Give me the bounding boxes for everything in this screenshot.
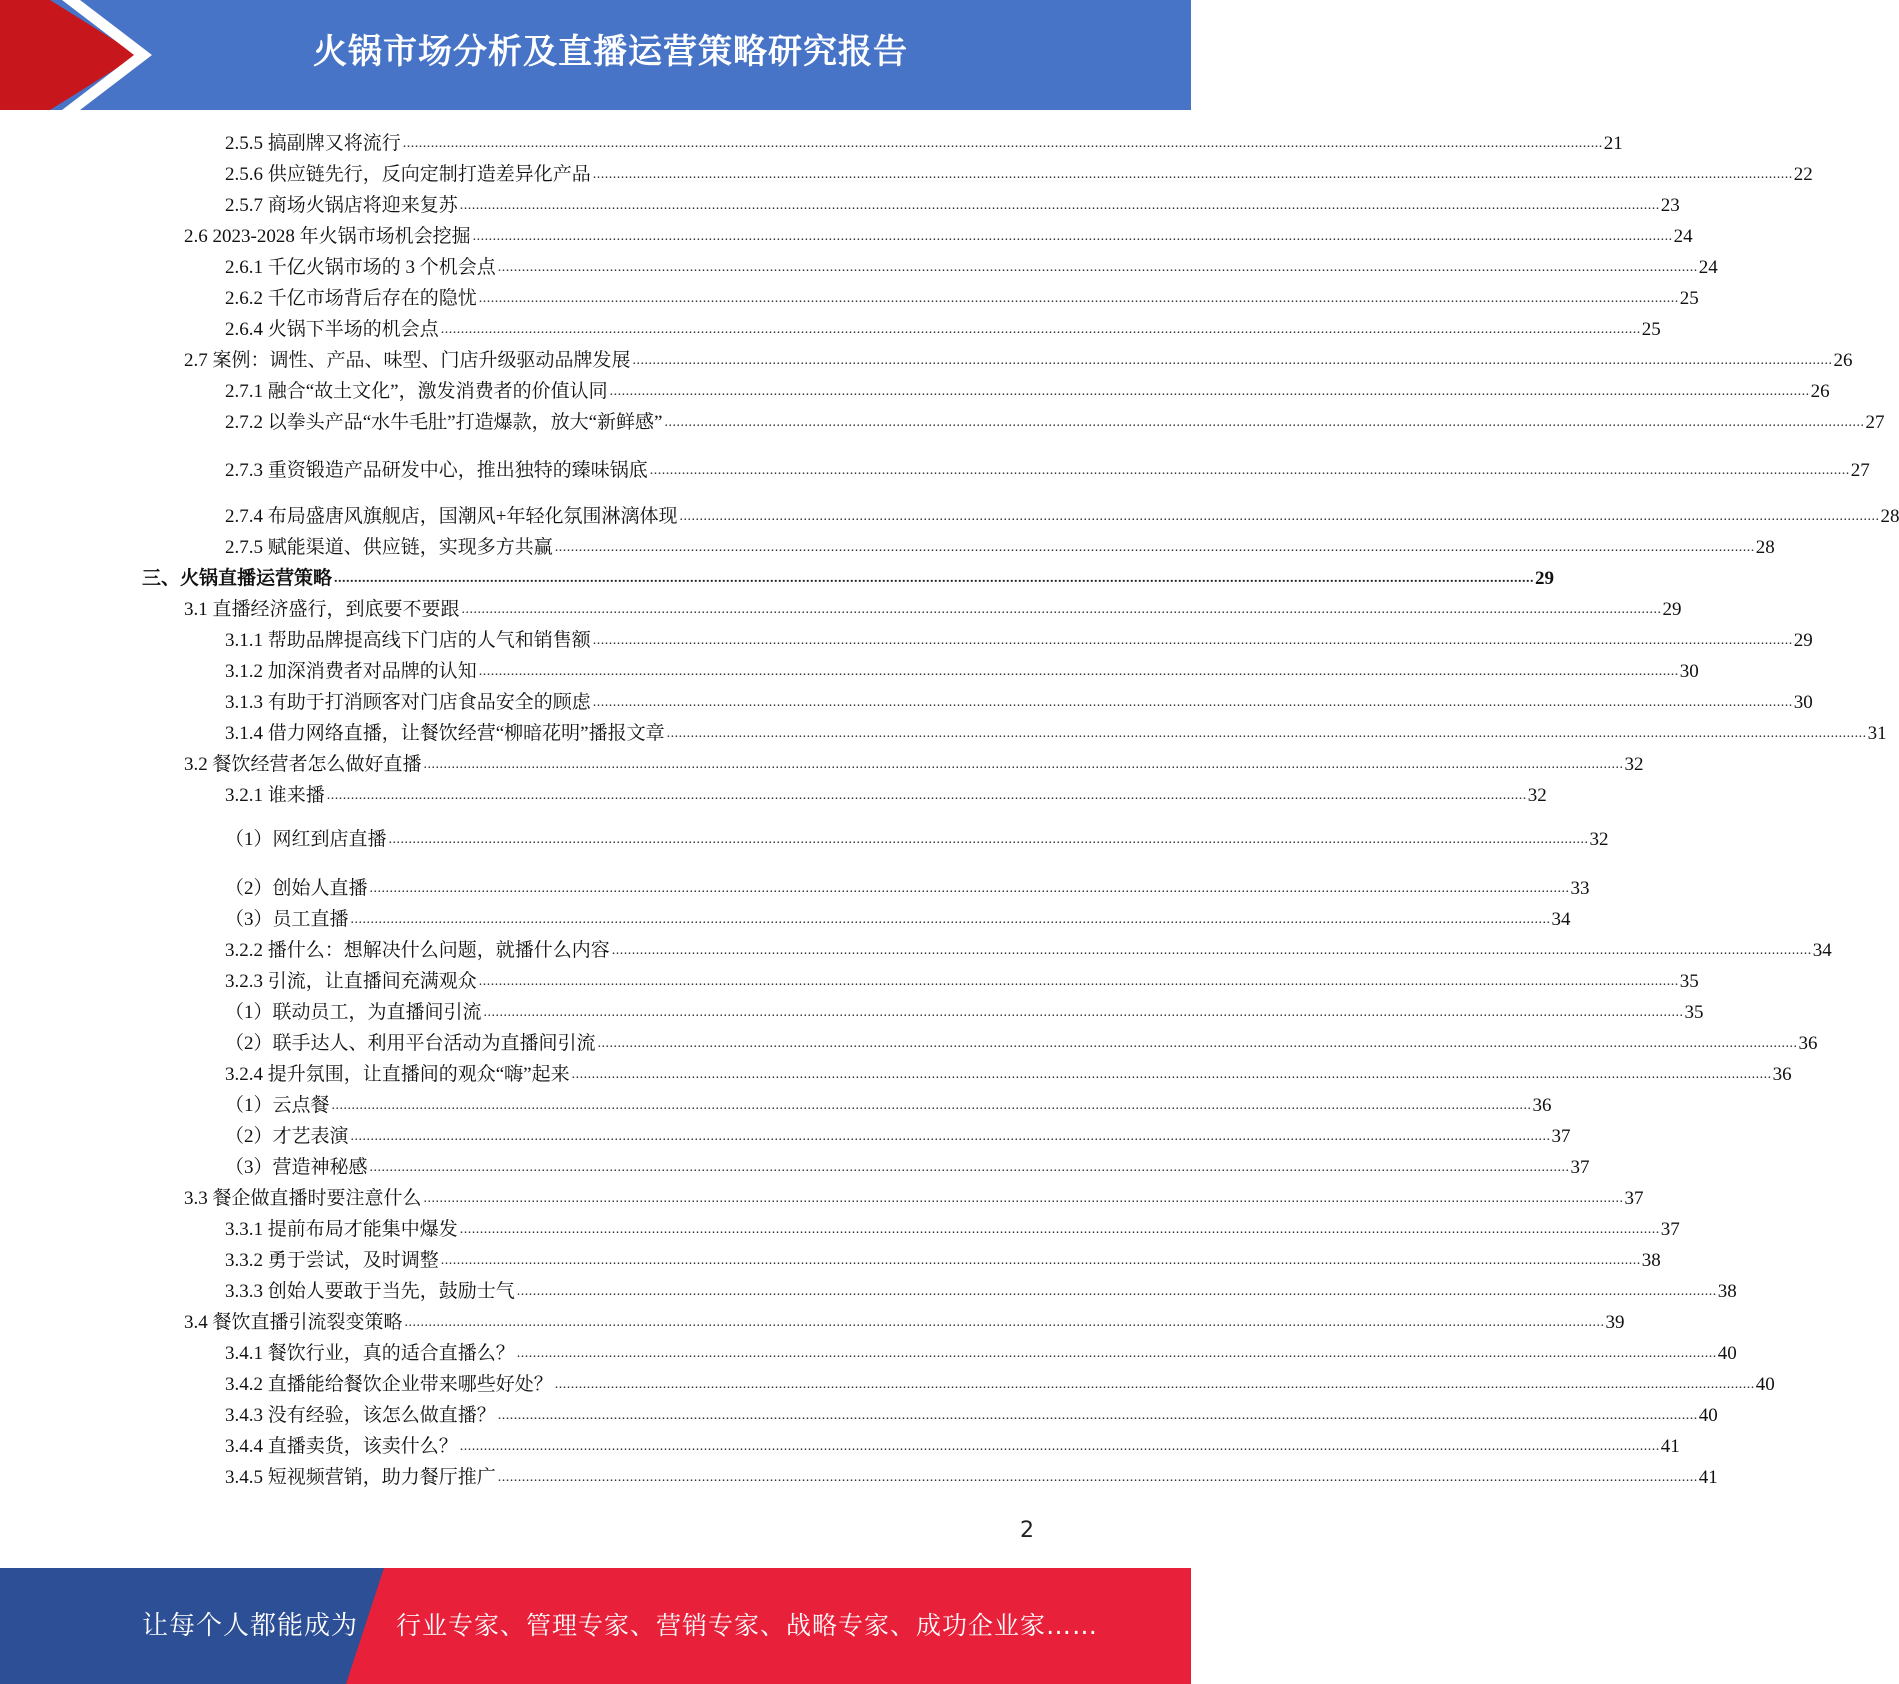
- dot-leader: ............................................................................................................................................................................................................................................................................................................: [423, 757, 1624, 772]
- dot-leader: ............................................................................................................................................................................................................................................................................................................: [478, 664, 1679, 679]
- toc-entry-label: 3.2.3 引流，让直播间充满观众: [225, 971, 477, 992]
- toc-entry-page: 32: [1624, 754, 1644, 775]
- toc-entry-page: 26: [1833, 350, 1853, 371]
- toc-entry[interactable]: [225, 938, 1832, 964]
- toc-entry[interactable]: [225, 317, 1661, 343]
- dot-leader: ............................................................................................................................................................................................................................................................................................................: [516, 1284, 1717, 1299]
- dot-leader: ............................................................................................................................................................................................................................................................................................................: [440, 1253, 1641, 1268]
- toc-entry[interactable]: [225, 628, 1813, 654]
- toc-entry-label: （3）员工直播: [225, 909, 349, 930]
- dot-leader: ............................................................................................................................................................................................................................................................................................................: [592, 167, 1793, 182]
- toc-entry-label: 3.1.1 帮助品牌提高线下门店的人气和销售额: [225, 630, 591, 651]
- toc-entry-page: 25: [1641, 319, 1661, 340]
- toc-entry-page: 36: [1798, 1033, 1818, 1054]
- dot-leader: ............................................................................................................................................................................................................................................................................................................: [516, 1346, 1717, 1361]
- page-number: 2: [1020, 1518, 1034, 1543]
- toc-entry-page: 39: [1605, 1312, 1625, 1333]
- toc-entry-page: 24: [1673, 226, 1693, 247]
- dot-leader: ............................................................................................................................................................................................................................................................................................................: [478, 291, 1679, 306]
- toc-entry-page: 29: [1662, 599, 1682, 620]
- toc-entry-label: 3.4.1 餐饮行业，真的适合直播么？: [225, 1343, 515, 1364]
- toc-entry[interactable]: [225, 1403, 1718, 1429]
- dot-leader: ............................................................................................................................................................................................................................................................................................................: [554, 540, 1755, 555]
- toc-entry-page: 40: [1717, 1343, 1737, 1364]
- dot-leader: ............................................................................................................................................................................................................................................................................................................: [497, 1470, 1698, 1485]
- toc-entry[interactable]: [225, 907, 1571, 933]
- dot-leader: ............................................................................................................................................................................................................................................................................................................: [554, 1377, 1755, 1392]
- dot-leader: ............................................................................................................................................................................................................................................................................................................: [571, 1067, 1772, 1082]
- dot-leader: ............................................................................................................................................................................................................................................................................................................: [388, 832, 1589, 847]
- dot-leader: ............................................................................................................................................................................................................................................................................................................: [497, 1408, 1698, 1423]
- dot-leader: ............................................................................................................................................................................................................................................................................................................: [404, 1315, 1605, 1330]
- toc-entry[interactable]: [225, 286, 1699, 312]
- toc-entry[interactable]: [225, 410, 1885, 436]
- toc-entry-label: 3.1.3 有助于打消顾客对门店食品安全的顾虑: [225, 692, 591, 713]
- toc-entry-label: 3.3.3 创始人要敢于当先，鼓励士气: [225, 1281, 515, 1302]
- dot-leader: ............................................................................................................................................................................................................................................................................................................: [402, 136, 1603, 151]
- dot-leader: ............................................................................................................................................................................................................................................................................................................: [334, 571, 1535, 586]
- toc-entry[interactable]: [225, 1093, 1552, 1119]
- dot-leader: ............................................................................................................................................................................................................................................................................................................: [331, 1098, 1532, 1113]
- toc-entry-label: 2.5.5 搞副牌又将流行: [225, 133, 401, 154]
- toc-entry[interactable]: [225, 193, 1680, 219]
- toc-entry[interactable]: [225, 1031, 1818, 1057]
- toc-entry[interactable]: [225, 131, 1623, 157]
- toc-entry-label: 3.4 餐饮直播引流裂变策略: [184, 1312, 403, 1333]
- toc-entry-label: 3.4.2 直播能给餐饮企业带来哪些好处？: [225, 1374, 553, 1395]
- dot-leader: ............................................................................................................................................................................................................................................................................................................: [497, 260, 1698, 275]
- dot-leader: ............................................................................................................................................................................................................................................................................................................: [369, 881, 1570, 896]
- dot-leader: ............................................................................................................................................................................................................................................................................................................: [483, 1005, 1684, 1020]
- toc-entry-page: 38: [1641, 1250, 1661, 1271]
- toc-entry-label: （1）联动员工，为直播间引流: [225, 1002, 482, 1023]
- toc-entry[interactable]: [225, 969, 1699, 995]
- toc-entry-label: 三、火锅直播运营策略: [142, 568, 333, 589]
- toc-entry-label: 2.7 案例：调性、产品、味型、门店升级驱动品牌发展: [184, 350, 631, 371]
- toc-entry-page: 28: [1880, 506, 1899, 527]
- toc-entry[interactable]: [225, 1341, 1737, 1367]
- toc-entry-page: 31: [1867, 723, 1887, 744]
- toc-entry-page: 37: [1660, 1219, 1680, 1240]
- toc-entry[interactable]: [225, 504, 1899, 530]
- toc-entry-page: 41: [1698, 1467, 1718, 1488]
- page-footer: [0, 1568, 1191, 1684]
- toc-entry-page: 21: [1603, 133, 1623, 154]
- toc-entry-page: 22: [1793, 164, 1813, 185]
- toc-entry-page: 24: [1698, 257, 1718, 278]
- toc-entry-label: 2.6.1 千亿火锅市场的 3 个机会点: [225, 257, 496, 278]
- toc-entry-page: 37: [1570, 1157, 1590, 1178]
- toc-entry[interactable]: [225, 876, 1590, 902]
- dot-leader: ............................................................................................................................................................................................................................................................................................................: [440, 322, 1641, 337]
- toc-entry-label: 3.2 餐饮经营者怎么做好直播: [184, 754, 422, 775]
- toc-entry-label: 2.7.1 融合“故土文化”，激发消费者的价值认同: [225, 381, 608, 402]
- toc-entry[interactable]: [225, 690, 1813, 716]
- toc-entry-label: （2）创始人直播: [225, 878, 368, 899]
- toc-entry-label: （1）网红到店直播: [225, 829, 387, 850]
- toc-entry-page: 40: [1698, 1405, 1718, 1426]
- toc-chapter-entry[interactable]: [142, 566, 1555, 592]
- toc-entry-label: 3.4.3 没有经验，该怎么做直播？: [225, 1405, 496, 1426]
- dot-leader: ............................................................................................................................................................................................................................................................................................................: [350, 1129, 1551, 1144]
- toc-entry-page: 34: [1812, 940, 1832, 961]
- toc-entry[interactable]: [225, 1248, 1661, 1274]
- document-title: 火锅市场分析及直播运营策略研究报告: [313, 32, 908, 72]
- dot-leader: ............................................................................................................................................................................................................................................................................................................: [679, 509, 1880, 524]
- toc-entry-label: 2.7.3 重资锻造产品研发中心，推出独特的臻味锅底: [225, 460, 648, 481]
- toc-entry[interactable]: [184, 1186, 1644, 1212]
- dot-leader: ............................................................................................................................................................................................................................................................................................................: [326, 788, 1527, 803]
- toc-entry-page: 36: [1772, 1064, 1792, 1085]
- dot-leader: ............................................................................................................................................................................................................................................................................................................: [609, 384, 1810, 399]
- dot-leader: ............................................................................................................................................................................................................................................................................................................: [459, 1439, 1660, 1454]
- toc-entry-page: 25: [1679, 288, 1699, 309]
- toc-entry[interactable]: [225, 1000, 1704, 1026]
- toc-entry-page: 35: [1679, 971, 1699, 992]
- dot-leader: ............................................................................................................................................................................................................................................................................................................: [423, 1191, 1624, 1206]
- dot-leader: ............................................................................................................................................................................................................................................................................................................: [350, 912, 1551, 927]
- toc-entry-page: 38: [1717, 1281, 1737, 1302]
- footer-slogan-roles: 行业专家、管理专家、营销专家、战略专家、成功企业家……: [396, 1611, 1099, 1640]
- toc-entry-label: 2.7.4 布局盛唐风旗舰店，国潮风+年轻化氛围淋漓体现: [225, 506, 678, 527]
- toc-entry-page: 37: [1624, 1188, 1644, 1209]
- toc-entry-label: 3.1 直播经济盛行，到底要不要跟: [184, 599, 460, 620]
- toc-entry[interactable]: [225, 1217, 1680, 1243]
- toc-entry-page: 41: [1660, 1436, 1680, 1457]
- toc-entry-page: 28: [1755, 537, 1775, 558]
- toc-entry[interactable]: [184, 1310, 1625, 1336]
- toc-entry-page: 36: [1532, 1095, 1552, 1116]
- toc-entry-page: 27: [1865, 412, 1885, 433]
- toc-entry-label: （2）联手达人、利用平台活动为直播间引流: [225, 1033, 596, 1054]
- toc-entry[interactable]: [225, 162, 1813, 188]
- toc-entry-label: 2.5.6 供应链先行，反向定制打造差异化产品: [225, 164, 591, 185]
- toc-entry-label: 3.1.4 借力网络直播，让餐饮经营“柳暗花明”播报文章: [225, 723, 665, 744]
- toc-entry-page: 33: [1570, 878, 1590, 899]
- toc-entry[interactable]: [225, 1155, 1590, 1181]
- dot-leader: ............................................................................................................................................................................................................................................................................................................: [592, 633, 1793, 648]
- toc-entry[interactable]: [225, 783, 1547, 809]
- dot-leader: ............................................................................................................................................................................................................................................................................................................: [478, 974, 1679, 989]
- toc-entry-label: 2.7.5 赋能渠道、供应链，实现多方共赢: [225, 537, 553, 558]
- toc-entry-page: 32: [1527, 785, 1547, 806]
- toc-entry-page: 34: [1551, 909, 1571, 930]
- toc-entry[interactable]: [225, 1279, 1737, 1305]
- toc-entry-label: （3）营造神秘感: [225, 1157, 368, 1178]
- toc-entry-label: （1）云点餐: [225, 1095, 330, 1116]
- toc-entry-label: 3.2.4 提升氛围，让直播间的观众“嗨”起来: [225, 1064, 570, 1085]
- toc-entry[interactable]: [225, 1062, 1792, 1088]
- dot-leader: ............................................................................................................................................................................................................................................................................................................: [459, 1222, 1660, 1237]
- toc-entry[interactable]: [184, 224, 1693, 250]
- dot-leader: ............................................................................................................................................................................................................................................................................................................: [632, 353, 1833, 368]
- dot-leader: ............................................................................................................................................................................................................................................................................................................: [472, 229, 1673, 244]
- toc-entry-label: 2.5.7 商场火锅店将迎来复苏: [225, 195, 458, 216]
- dot-leader: ............................................................................................................................................................................................................................................................................................................: [592, 695, 1793, 710]
- toc-entry-page: 40: [1755, 1374, 1775, 1395]
- toc-entry-label: 2.6 2023-2028 年火锅市场机会挖掘: [184, 226, 471, 247]
- toc-entry[interactable]: [225, 1372, 1775, 1398]
- toc-entry[interactable]: [225, 458, 1870, 484]
- toc-entry-label: 3.2.2 播什么：想解决什么问题，就播什么内容: [225, 940, 610, 961]
- toc-entry[interactable]: [184, 348, 1853, 374]
- toc-entry-page: 37: [1551, 1126, 1571, 1147]
- toc-entry[interactable]: [184, 597, 1682, 623]
- toc-entry[interactable]: [225, 1465, 1718, 1491]
- toc-entry-page: 30: [1679, 661, 1699, 682]
- toc-entry-label: 3.3.2 勇于尝试，及时调整: [225, 1250, 439, 1271]
- toc-entry[interactable]: [225, 379, 1830, 405]
- toc-entry-page: 23: [1660, 195, 1680, 216]
- toc-entry-label: （2）才艺表演: [225, 1126, 349, 1147]
- toc-entry[interactable]: [225, 827, 1609, 853]
- toc-entry[interactable]: [225, 1124, 1571, 1150]
- toc-entry-label: 3.1.2 加深消费者对品牌的认知: [225, 661, 477, 682]
- toc-entry-label: 3.4.4 直播卖货，该卖什么？: [225, 1436, 458, 1457]
- dot-leader: ............................................................................................................................................................................................................................................................................................................: [666, 726, 1867, 741]
- toc-entry-page: 29: [1793, 630, 1813, 651]
- toc-entry-label: 3.3 餐企做直播时要注意什么: [184, 1188, 422, 1209]
- toc-entry-label: 2.6.2 千亿市场背后存在的隐忧: [225, 288, 477, 309]
- toc-entry-label: 2.6.4 火锅下半场的机会点: [225, 319, 439, 340]
- toc-entry-label: 3.3.1 提前布局才能集中爆发: [225, 1219, 458, 1240]
- dot-leader: ............................................................................................................................................................................................................................................................................................................: [649, 463, 1850, 478]
- toc-entry[interactable]: [184, 752, 1644, 778]
- toc-entry[interactable]: [225, 255, 1718, 281]
- toc-entry-page: 30: [1793, 692, 1813, 713]
- toc-entry[interactable]: [225, 535, 1775, 561]
- toc-entry-label: 3.2.1 谁来播: [225, 785, 325, 806]
- dot-leader: ............................................................................................................................................................................................................................................................................................................: [459, 198, 1660, 213]
- toc-entry[interactable]: [225, 1434, 1680, 1460]
- dot-leader: ............................................................................................................................................................................................................................................................................................................: [611, 943, 1812, 958]
- dot-leader: ............................................................................................................................................................................................................................................................................................................: [597, 1036, 1798, 1051]
- toc-entry-page: 32: [1589, 829, 1609, 850]
- toc-entry[interactable]: [225, 659, 1699, 685]
- toc-entry-page: 27: [1850, 460, 1870, 481]
- dot-leader: ............................................................................................................................................................................................................................................................................................................: [369, 1160, 1570, 1175]
- toc-entry-label: 3.4.5 短视频营销，助力餐厅推广: [225, 1467, 496, 1488]
- dot-leader: ............................................................................................................................................................................................................................................................................................................: [461, 602, 1662, 617]
- toc-entry-page: 29: [1535, 568, 1555, 589]
- toc-entry-page: 26: [1810, 381, 1830, 402]
- footer-slogan-lead: 让每个人都能成为: [142, 1611, 359, 1641]
- dot-leader: ............................................................................................................................................................................................................................................................................................................: [664, 415, 1865, 430]
- toc-entry-page: 35: [1684, 1002, 1704, 1023]
- toc-entry-label: 2.7.2 以拳头产品“水牛毛肚”打造爆款，放大“新鲜感”: [225, 412, 663, 433]
- toc-entry[interactable]: [225, 721, 1887, 747]
